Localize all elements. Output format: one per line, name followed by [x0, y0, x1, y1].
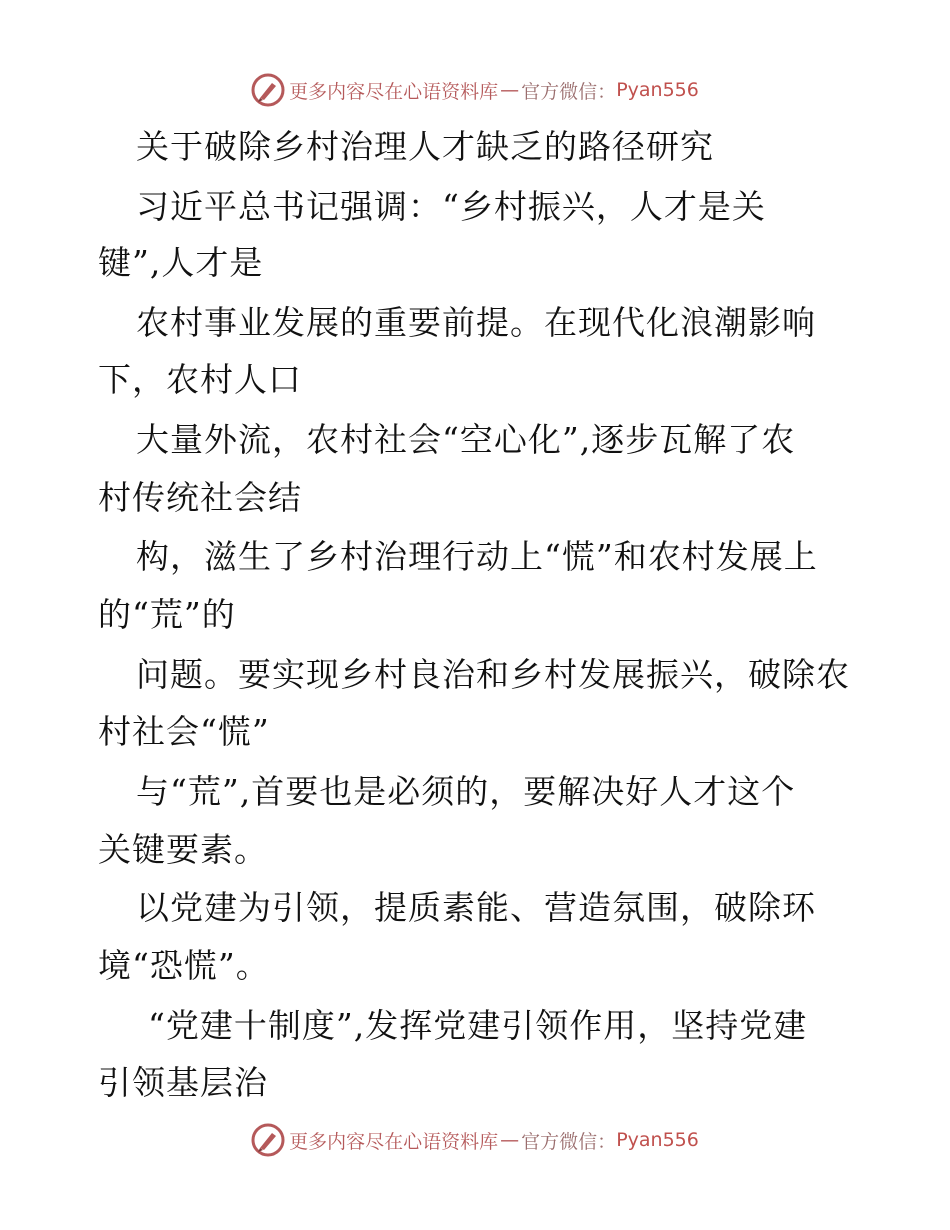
text-line: 构，滋生了乡村治理行动上“慌”和农村发展上	[136, 537, 818, 576]
text-line: 大量外流，农村社会“空心化”,逐步瓦解了农	[136, 420, 796, 459]
footer-banner	[0, 1120, 950, 1160]
banner-text: 更多内容尽在心语资料库	[289, 80, 499, 103]
banner-separator: —	[500, 1129, 520, 1151]
text-line: 村传统社会结	[98, 478, 302, 517]
text-line: 引领基层治	[98, 1063, 268, 1102]
text-line: 问题。要实现乡村良治和乡村发展振兴，破除农	[136, 655, 850, 694]
text-line: 的“荒”的	[98, 595, 236, 634]
pen-logo-icon	[251, 1123, 285, 1157]
text-line: 键”,人才是	[98, 243, 264, 282]
banner-text: 更多内容尽在心语资料库	[289, 1130, 499, 1153]
text-line: 与“荒”,首要也是必须的，要解决好人才这个	[136, 772, 796, 811]
text-line: 下，农村人口	[98, 360, 302, 399]
banner-wechat-label: 官方微信：	[521, 80, 617, 103]
banner-separator: —	[500, 79, 520, 101]
banner-wechat-label: 官方微信：	[521, 1130, 617, 1153]
text-line: 境“恐慌”。	[98, 946, 270, 985]
text-line: 以党建为引领，提质素能、营造氛围，破除环	[136, 888, 816, 927]
text-line: “党建十制度”,发挥党建引领作用，坚持党建	[148, 1006, 808, 1045]
text-line: 关键要素。	[98, 830, 268, 869]
text-line: 村社会“慌”	[98, 712, 270, 751]
banner-account: Pyan556	[616, 1129, 699, 1151]
text-line: 习近平总书记强调：“乡村振兴，人才是关	[136, 187, 766, 226]
banner-account: Pyan556	[616, 79, 699, 101]
text-line: 农村事业发展的重要前提。在现代化浪潮影响	[136, 303, 816, 342]
document-title: 关于破除乡村治理人才缺乏的路径研究	[136, 127, 714, 166]
